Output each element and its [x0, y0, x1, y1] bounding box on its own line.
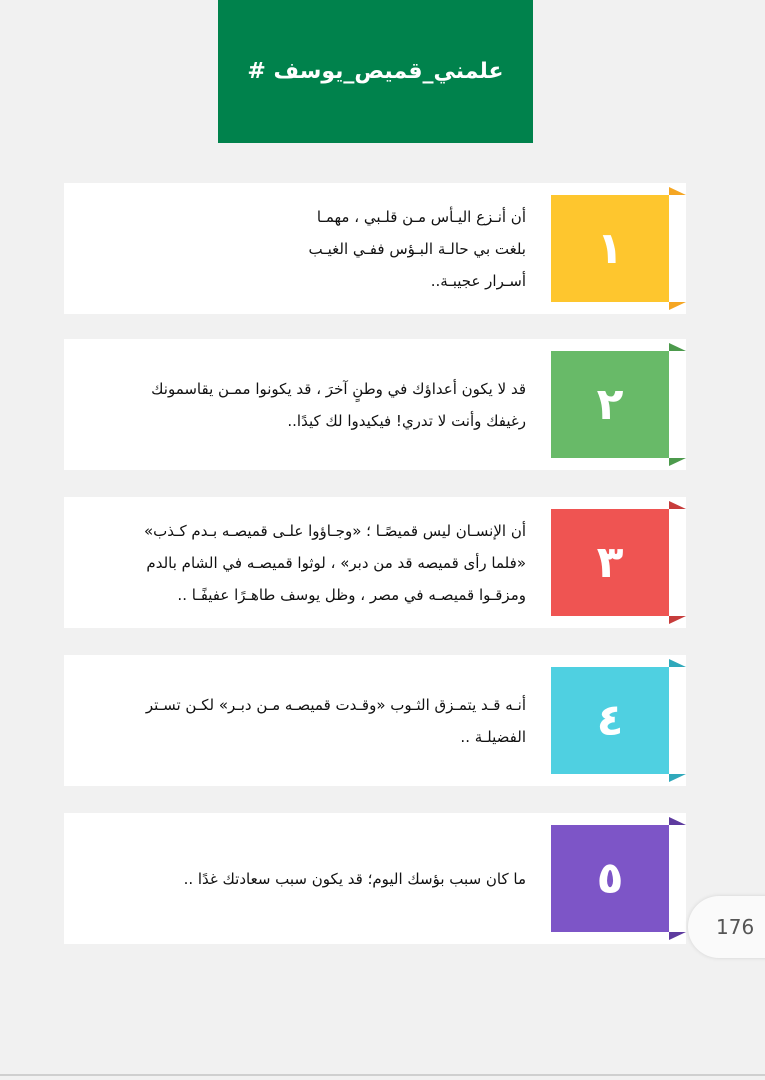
item-text [90, 497, 526, 628]
item-text-line: أن الإنسـان ليس قميصًـا ؛ «وجـاؤوا علـى قميصـه بـدم كـذب» [143, 521, 526, 540]
page-number-label: 176 [716, 915, 755, 939]
item-text [90, 183, 526, 314]
item-text-line: رغيفك وأنت لا تدري! فيكيدوا لك كيدًا.. [287, 411, 526, 430]
item-text-line: ومزقـوا قميصـه في مصر ، وظل يوسف طاهـرًا عفيفًـا .. [177, 585, 526, 604]
item-text-line: «فلما رأى قميصه قد من دبر» ، لوثوا قميصـه في الشام بالدم [146, 553, 526, 572]
ribbon-fold [669, 458, 686, 466]
ribbon-fold [669, 659, 686, 667]
list-item [64, 183, 686, 314]
item-number-tab: ٥ [551, 825, 669, 932]
ribbon-fold [669, 817, 686, 825]
item-text-line: بلغت بي حالـة البـؤس ففـي الغيـب [308, 239, 526, 258]
item-text-line: أنـه قـد يتمـزق الثـوب «وقـدت قميصـه مـن دبـر» لكـن تسـتر [145, 695, 526, 714]
ribbon-fold [669, 616, 686, 624]
item-text-line: أسـرار عجيبـة.. [430, 271, 526, 290]
item-text-line: قد لا يكون أعداؤك في وطنٍ آخرَ ، قد يكونوا ممـن يقاسمونك [151, 379, 526, 398]
ribbon-fold [669, 187, 686, 195]
list-item [64, 813, 686, 944]
page-title: # علمني_قميص_يوسف [247, 59, 504, 84]
ribbon-fold [669, 932, 686, 940]
ribbon-fold [669, 302, 686, 310]
ribbon-fold [669, 501, 686, 509]
page-bottom-divider [0, 1074, 765, 1076]
item-number-tab: ٤ [551, 667, 669, 774]
page-title-banner [218, 0, 533, 143]
item-text [90, 339, 526, 470]
item-text [90, 655, 526, 786]
item-text [90, 813, 526, 944]
page-number [688, 896, 765, 958]
item-number-tab: ٢ [551, 351, 669, 458]
list-item [64, 497, 686, 628]
item-text-line: أن أنـزع اليـأس مـن قلـبي ، مهمـا [316, 207, 526, 226]
ribbon-fold [669, 774, 686, 782]
list-item [64, 339, 686, 470]
item-number-tab: ٣ [551, 509, 669, 616]
item-text-line: ما كان سبب بؤسك اليوم؛ قد يكون سبب سعادتك غدًا .. [183, 869, 526, 888]
item-number-tab: ١ [551, 195, 669, 302]
item-text-line: الفضيلـة .. [460, 727, 526, 746]
ribbon-fold [669, 343, 686, 351]
list-item [64, 655, 686, 786]
